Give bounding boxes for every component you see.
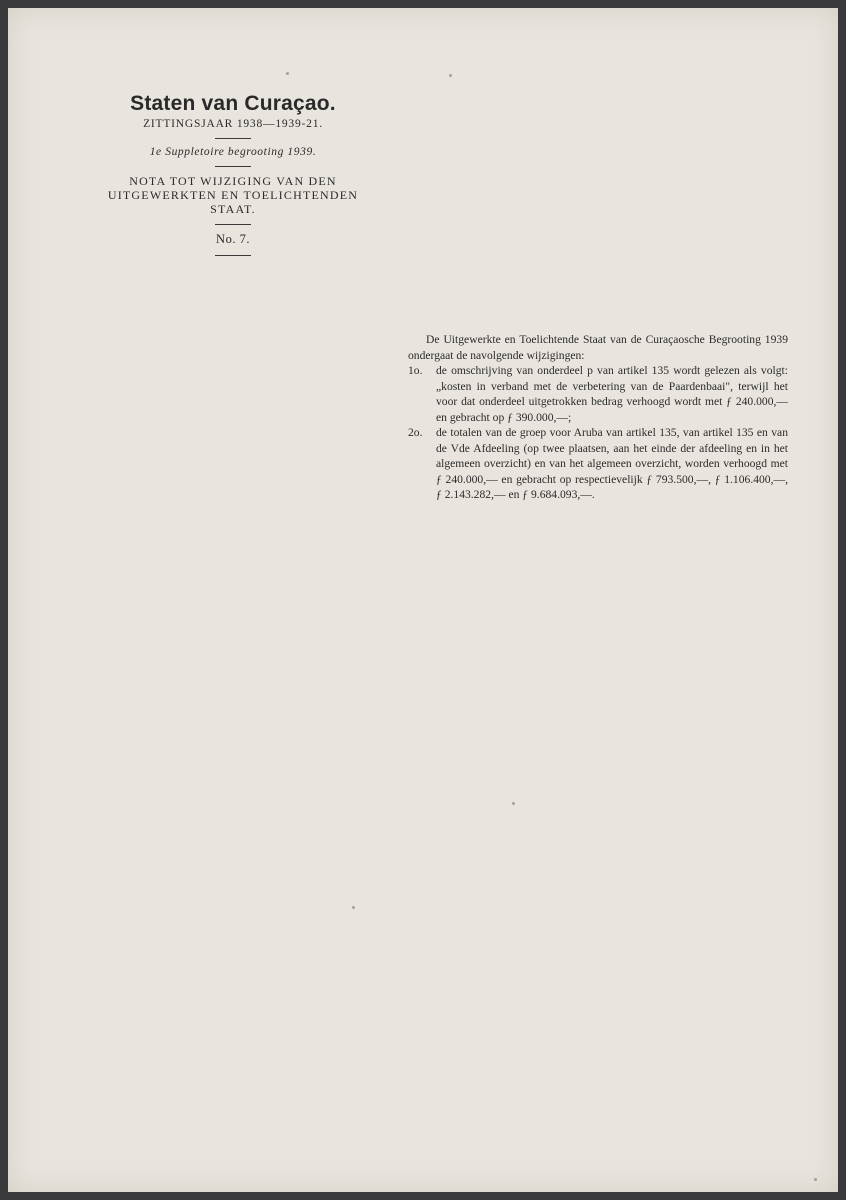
paper-speck — [814, 1178, 817, 1181]
nota-title-line: STAAT. — [210, 202, 256, 216]
list-item-marker: 1o. — [408, 364, 423, 377]
nota-title — [78, 174, 388, 216]
paper-speck — [352, 906, 355, 909]
intro-paragraph: De Uitgewerkte en Toelichtende Staat van de Curaçaosche Begrooting 1939 ondergaat de navolgende wijzigingen: — [408, 333, 788, 362]
list-item-text: de totalen van de groep voor Aruba van artikel 135, van artikel 135 en van de Vde Afdeeling (op twee plaatsen, aan het einde der afdeeling en in het algemeen overzicht) en van het algemeen overzicht, worden verhoogd met ƒ 240.000,— en gebracht op respectievelijk ƒ 793.500,—, ƒ 1.106.400,—, ƒ 2.143.282,— en ƒ 9.684.093,—. — [436, 426, 788, 501]
divider — [215, 255, 251, 256]
document-number: No. 7. — [216, 232, 250, 246]
session-line: ZITTINGSJAAR 1938—1939-21. — [143, 118, 323, 130]
paper-speck — [449, 74, 452, 77]
divider — [215, 138, 251, 139]
list-item — [408, 363, 788, 425]
document-header — [78, 88, 388, 263]
divider — [215, 166, 251, 167]
list-item — [408, 425, 788, 503]
list-item-marker: 2o. — [408, 426, 423, 439]
page-title: Staten van Curaçao. — [130, 92, 336, 115]
paper-speck — [286, 72, 289, 75]
nota-title-line: UITGEWERKTEN EN TOELICHTENDEN — [107, 188, 359, 202]
document-body — [408, 332, 788, 503]
divider — [215, 224, 251, 225]
nota-title-line: NOTA TOT WIJZIGING VAN DEN — [129, 174, 337, 188]
list-item-text: de omschrijving van onderdeel p van artikel 135 wordt gelezen als volgt: „kosten in verband met de verbetering van de Paardenbaai", terwijl het voor dat onderdeel uitgetrokken bedrag verhoogd wordt met ƒ 240.000,— en gebracht op ƒ 390.000,—; — [436, 364, 788, 424]
paper-speck — [512, 802, 515, 805]
supplement-line: 1e Suppletoire begrooting 1939. — [149, 146, 317, 158]
document-page — [8, 8, 838, 1192]
